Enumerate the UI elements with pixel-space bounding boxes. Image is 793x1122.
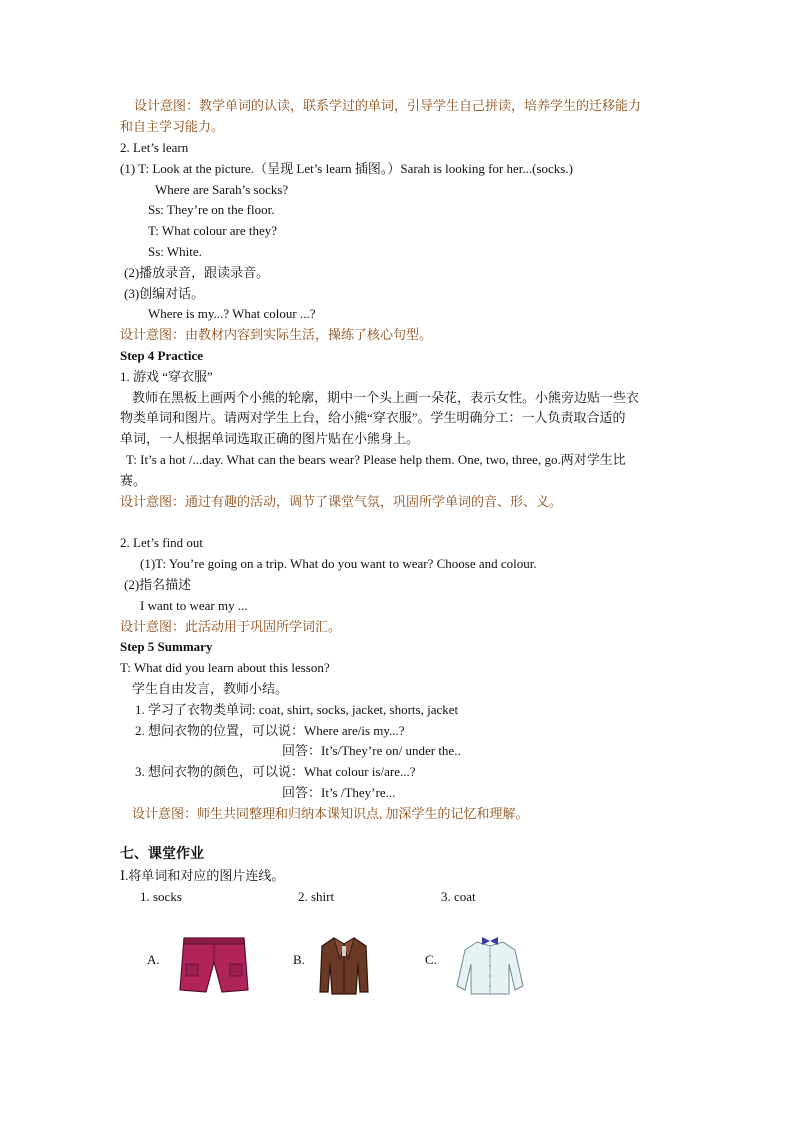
shorts-picture <box>178 934 250 996</box>
text-line: 回答：It’s /They’re... <box>282 785 396 800</box>
jacket-picture <box>318 934 370 996</box>
design-note-3: 设计意图：通过有趣的活动，调节了课堂气氛，巩固所学单词的音、形、义。 <box>120 494 563 509</box>
text-line: (2)播放录音，跟读录音。 <box>124 265 270 280</box>
step4-heading: Step 4 Practice <box>120 348 204 363</box>
word-socks: 1. socks <box>140 889 182 904</box>
text-line: I want to wear my ... <box>140 598 248 613</box>
text-line: 3. 想问衣物的颜色，可以说：What colour is/are...? <box>135 764 416 779</box>
text-line: 1. 学习了衣物类单词: coat, shirt, socks, jacket, shorts, jacket <box>135 702 459 717</box>
text-line: 回答：It’s/They’re on/ under the.. <box>282 743 461 758</box>
option-a-label: A. <box>147 952 160 967</box>
option-c-label: C. <box>425 952 437 967</box>
text-line: (2)指名描述 <box>124 577 192 592</box>
text-line: Where are Sarah’s socks? <box>155 182 289 197</box>
text-line: T: It’s a hot /...day. What can the bears wear? Please help them. One, two, three, go.两对学生比 <box>126 452 626 467</box>
text-line: 学生自由发言，教师小结。 <box>132 681 289 696</box>
design-note-2: 设计意图：由教材内容到实际生活，操练了核心句型。 <box>120 327 433 342</box>
design-note-5: 设计意图：师生共同整理和归纳本课知识点, 加深学生的记忆和理解。 <box>132 806 529 821</box>
text-line: Ss: White. <box>148 244 202 259</box>
text-line: 物类单词和图片。请两对学生上台，给小熊“穿衣服”。学生明确分工：一人负责取合适的 <box>120 410 626 425</box>
text-line: Where is my...? What colour ...? <box>148 306 316 321</box>
text-line: 赛。 <box>120 473 147 488</box>
text-line: (1) T: Look at the picture.（呈现 Let’s learn 插图。）Sarah is looking for her...(socks.) <box>120 161 573 176</box>
design-note-1b: 和自主学习能力。 <box>120 119 225 134</box>
design-note-1a: 设计意图：教学单词的认读，联系学过的单词，引导学生自己拼读，培养学生的迁移能力 <box>134 98 642 113</box>
text-line: (3)创编对话。 <box>124 286 205 301</box>
text-line: Ss: They’re on the floor. <box>148 202 275 217</box>
text-line: 教师在黑板上画两个小熊的轮廓，期中一个头上画一朵花，表示女性。小熊旁边贴一些衣 <box>132 390 640 405</box>
design-note-4: 设计意图：此活动用于巩固所学词汇。 <box>120 619 342 634</box>
text-line: 2. 想问衣物的位置，可以说：Where are/is my...? <box>135 723 405 738</box>
word-coat: 3. coat <box>441 889 476 904</box>
option-b-label: B. <box>293 952 305 967</box>
section-lets-find-out: 2. Let’s find out <box>120 535 204 550</box>
homework-heading: 七、课堂作业 <box>120 847 204 862</box>
text-line: T: What did you learn about this lesson? <box>120 660 330 675</box>
step5-heading: Step 5 Summary <box>120 639 213 654</box>
shirt-picture <box>455 934 525 998</box>
text-line: 单词，一人根据单词选取正确的图片贴在小熊身上。 <box>120 431 420 446</box>
exercise-instruction: Ⅰ.将单词和对应的图片连线。 <box>120 868 285 883</box>
text-line: T: What colour are they? <box>148 223 278 238</box>
section-lets-learn: 2. Let’s learn <box>120 140 189 155</box>
text-line: (1)T: You’re going on a trip. What do you want to wear? Choose and colour. <box>140 556 537 571</box>
text-line: 1. 游戏 “穿衣服” <box>120 369 213 384</box>
word-shirt: 2. shirt <box>298 889 335 904</box>
